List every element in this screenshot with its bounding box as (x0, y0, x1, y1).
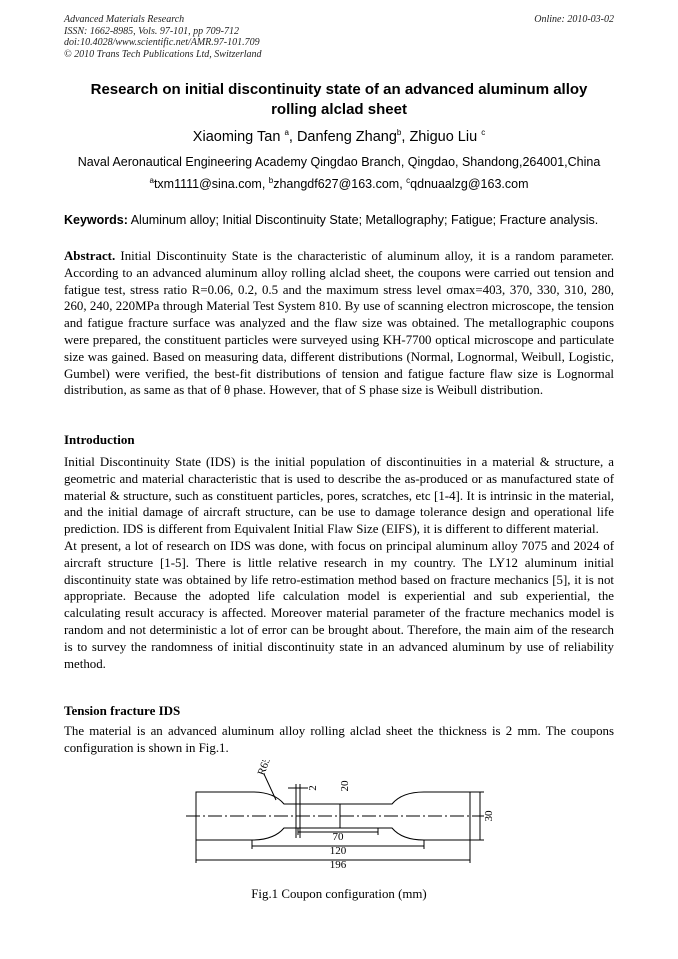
author-mark: b (396, 128, 402, 138)
copyright-line: © 2010 Trans Tech Publications Ltd, Switzerland (64, 48, 262, 60)
radius-leader (264, 774, 276, 800)
keywords-label: Keywords: (64, 213, 128, 227)
author-mark: a (284, 128, 289, 138)
journal-header (64, 14, 262, 60)
author-mark: c (481, 128, 486, 138)
section-heading-introduction: Introduction (64, 432, 135, 447)
abstract-label: Abstract. (64, 249, 116, 263)
keywords-text: Aluminum alloy; Initial Discontinuity State; Metallography; Fatigue; Fracture analysis. (130, 213, 599, 227)
author-name: Zhiguo Liu (409, 129, 478, 145)
email-list: $^a$txm1111@sina.com, $^b$zhangdf627@163.com, $^c$qdnuaalzg@163.com (149, 175, 529, 191)
doi-line: doi:10.4028/www.scientific.net/AMR.97-101.709 (64, 37, 260, 48)
email-mark: b (268, 175, 274, 185)
affiliation: Naval Aeronautical Engineering Academy Qingdao Branch, Qingdao, Shandong,264001,China (77, 155, 601, 169)
intro-paragraph-1: Initial Discontinuity State (IDS) is the initial population of discontinuities in a material & structure, a geometric and material characteristic that is used to describe the as-produced or as manufactured state of material & structure, such as constituent particles, pores, scratches, etc [1-4]. It is intrinsic in the material, and the initial damage of aircraft structure, can be use to damage tolerance design and operational life prediction. IDS is different from Equivalent Initial Flaw Size (EIFS), it is different to different material. (64, 455, 614, 537)
email-mark: a (149, 175, 154, 185)
dim-label-grip-width: 30 (483, 810, 495, 822)
abstract-text: Initial Discontinuity State is the characteristic of aluminum alloy, it is a random parameter. According to an advanced aluminum alloy rolling alclad sheet, the coupons were carried out tension and fatigue test, stress ratio R=0.06, 0.2, 0.5 and the maximum stress level σmax=403, 370, 330, 310, 280, 260, 240, 220MPa through Material Test System 810. By use of scanning electron microscope, the tension and fatigue fracture surface was analyzed and the flaw size was obtained. The metallographic coupons were prepared, the constituent particles were surveyed using KH-7700 optical microscope and particulate size was gained. Based on measuring data, different distributions (Normal, Lognormal, Weibull, Logistic, Gumbel) were verified, the best-fit distributions of tension and fatigue facture flaw size is Lognormal distribution, as same as that of θ phase. However, that of S phase size is Weibull distribution. (64, 249, 614, 398)
dim-label-slot: 2 (307, 785, 319, 791)
keywords (64, 213, 614, 227)
abstract (64, 248, 614, 399)
tension-paragraph: The material is an advanced aluminum alloy rolling alclad sheet the thickness is 2 mm. The coupons configuration is shown in Fig.1. (64, 724, 614, 755)
email-address: zhangdf627@163.com (273, 177, 400, 191)
journal-name: Advanced Materials Research (64, 14, 185, 25)
email-address: qdnuaalzg@163.com (410, 177, 529, 191)
dim-label-mid-length: 120 (329, 845, 347, 857)
author-name: Xiaoming Tan (192, 129, 281, 145)
issn-line: ISSN: 1662-8985, Vols. 97-101, pp 709-712 (64, 25, 239, 37)
coupon-drawing (180, 760, 510, 872)
dim-label-narrow-width: 20 (339, 780, 351, 792)
figure-caption: Fig.1 Coupon configuration (mm) (251, 887, 427, 901)
dim-label-parallel-length: 70 (332, 831, 344, 843)
intro-paragraph-2: At present, a lot of research on IDS was done, with focus on principal aluminum alloy 7075 and 2024 of aircraft structure [1-5]. There is little relative research in my country. The LY12 aluminum initial discontinuity state was obtained by life retro-estimation method based on fracture mechanics [5], it is not appropriate. Because the adopted life calculation model is experiential and sub experiential, the calculating result accuracy is affected. Moreover material parameter of the fracture mechanics model is random and not deterministic a lot of error can be brought about. Therefore, the main aim of the research is to survey the randomness of initial discontinuity state in an advanced aluminum by use of reliability method. (64, 539, 614, 671)
dim-label-total-length: 196 (329, 859, 347, 871)
dim-label-radius: R65 (255, 760, 274, 778)
email-address: txm1111@sina.com (153, 177, 262, 191)
author-list: Xiaoming Tan $^a$, Danfeng Zhang$^b$, Zhiguo Liu $^c$ (192, 128, 486, 145)
section-heading-tension: Tension fracture IDS (64, 703, 181, 718)
online-date: Online: 2010-03-02 (534, 14, 614, 25)
email-mark: c (406, 175, 411, 185)
paper-title: Research on initial discontinuity state of an advanced aluminum alloy rolling alclad sheet (90, 81, 588, 118)
author-name: Danfeng Zhang (296, 129, 397, 145)
